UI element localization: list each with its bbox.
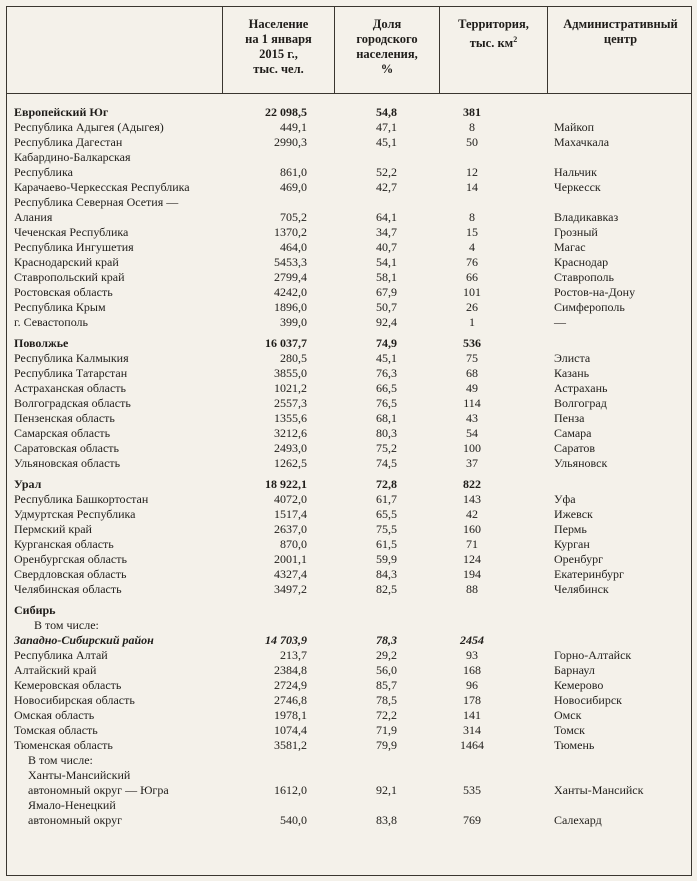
territory-cell: 43 <box>466 411 478 425</box>
territory-cell: 26 <box>466 300 478 314</box>
urban-share-cell: 79,9 <box>376 738 397 752</box>
region-name: Ростовская область <box>14 285 113 299</box>
population-cell: 1517,4 <box>274 507 307 521</box>
urban-share-cell: 56,0 <box>376 663 397 677</box>
table-row <box>7 441 691 456</box>
admin-center-cell: Оренбург <box>554 552 603 566</box>
table-row <box>7 663 691 678</box>
admin-center-cell: Элиста <box>554 351 591 365</box>
population-cell: 1612,0 <box>274 783 307 797</box>
table-row <box>7 285 691 300</box>
admin-center-cell: Грозный <box>554 225 598 239</box>
header-divider <box>7 93 691 94</box>
territory-cell: 8 <box>469 210 475 224</box>
table-row <box>7 618 691 633</box>
admin-center-cell: Уфа <box>554 492 576 506</box>
region-name: Омская область <box>14 708 95 722</box>
territory-cell: 2454 <box>460 633 484 647</box>
population-cell: 2724,9 <box>274 678 307 692</box>
territory-cell: 49 <box>466 381 478 395</box>
admin-center-cell: Ижевск <box>554 507 593 521</box>
population-cell: 2001,1 <box>274 552 307 566</box>
population-cell: 2384,8 <box>274 663 307 677</box>
urban-share-cell: 67,9 <box>376 285 397 299</box>
table-row <box>7 738 691 753</box>
urban-share-cell: 54,8 <box>376 105 397 119</box>
territory-cell: 535 <box>463 783 481 797</box>
population-cell: 4072,0 <box>274 492 307 506</box>
admin-center-cell: Казань <box>554 366 590 380</box>
urban-share-cell: 74,9 <box>376 336 397 350</box>
table-row <box>7 456 691 471</box>
territory-cell: 194 <box>463 567 481 581</box>
admin-center-cell: Симферополь <box>554 300 625 314</box>
urban-share-cell: 74,5 <box>376 456 397 470</box>
population-cell: 22 098,5 <box>265 105 307 119</box>
territory-cell: 143 <box>463 492 481 506</box>
admin-center-cell: Майкоп <box>554 120 595 134</box>
territory-cell: 37 <box>466 456 478 470</box>
admin-center-cell: Пермь <box>554 522 587 536</box>
region-name: Кемеровская область <box>14 678 122 692</box>
region-name: Ямало-Ненецкий автономный округ <box>28 798 123 827</box>
urban-share-cell: 85,7 <box>376 678 397 692</box>
region-name: Республика Калмыкия <box>14 351 129 365</box>
region-name: Самарская область <box>14 426 111 440</box>
population-cell: 2746,8 <box>274 693 307 707</box>
population-cell: 870,0 <box>280 537 307 551</box>
admin-center-cell: Волгоград <box>554 396 607 410</box>
table-row <box>7 255 691 270</box>
territory-cell: 1464 <box>460 738 484 752</box>
territory-cell: 1 <box>469 315 475 329</box>
admin-center-cell: Екатеринбург <box>554 567 624 581</box>
urban-share-cell: 52,2 <box>376 165 397 179</box>
population-cell: 2799,4 <box>274 270 307 284</box>
territory-cell: 100 <box>463 441 481 455</box>
urban-share-cell: 68,1 <box>376 411 397 425</box>
region-name: Свердловская область <box>14 567 127 581</box>
table-row <box>7 135 691 150</box>
urban-share-cell: 78,3 <box>376 633 397 647</box>
table-row <box>7 537 691 552</box>
region-name: Западно-Сибирский район <box>14 633 154 647</box>
urban-share-cell: 42,7 <box>376 180 397 194</box>
territory-cell: 141 <box>463 708 481 722</box>
table-row <box>7 381 691 396</box>
table-row <box>7 150 691 180</box>
table-row <box>7 648 691 663</box>
region-name: Томская область <box>14 723 98 737</box>
population-cell: 280,5 <box>280 351 307 365</box>
urban-share-cell: 83,8 <box>376 813 397 827</box>
population-cell: 3581,2 <box>274 738 307 752</box>
region-name: Республика Башкортостан <box>14 492 149 506</box>
table-row <box>7 315 691 330</box>
region-name: Кабардино-Балкарская Республика <box>14 150 131 179</box>
region-name: Пензенская область <box>14 411 115 425</box>
population-cell: 1978,1 <box>274 708 307 722</box>
region-name: Республика Ингушетия <box>14 240 134 254</box>
admin-center-cell: Барнаул <box>554 663 595 677</box>
admin-center-cell: Ульяновск <box>554 456 608 470</box>
urban-share-cell: 92,4 <box>376 315 397 329</box>
population-cell: 16 037,7 <box>265 336 307 350</box>
table-row <box>7 180 691 195</box>
admin-center-cell: Ростов-на-Дону <box>554 285 636 299</box>
admin-center-cell: Горно-Алтайск <box>554 648 632 662</box>
territory-cell: 8 <box>469 120 475 134</box>
population-cell: 1370,2 <box>274 225 307 239</box>
territory-cell: 12 <box>466 165 478 179</box>
statistics-table <box>6 6 692 876</box>
population-cell: 3497,2 <box>274 582 307 596</box>
territory-cell: 124 <box>463 552 481 566</box>
region-name: Европейский Юг <box>14 105 109 119</box>
urban-share-cell: 82,5 <box>376 582 397 596</box>
table-row <box>7 693 691 708</box>
territory-cell: 15 <box>466 225 478 239</box>
admin-center-cell: Владикавказ <box>554 210 619 224</box>
table-group-row <box>7 336 691 351</box>
region-name: Республика Татарстан <box>14 366 128 380</box>
territory-cell: 68 <box>466 366 478 380</box>
region-name: Волгоградская область <box>14 396 131 410</box>
admin-center-cell: Магас <box>554 240 586 254</box>
region-name: г. Севастополь <box>14 315 89 329</box>
population-cell: 4327,4 <box>274 567 307 581</box>
population-cell: 5453,3 <box>274 255 307 269</box>
territory-cell: 4 <box>469 240 475 254</box>
table-row <box>7 507 691 522</box>
admin-center-cell: Нальчик <box>554 165 597 179</box>
territory-cell: 314 <box>463 723 481 737</box>
population-cell: 14 703,9 <box>265 633 307 647</box>
table-row <box>7 270 691 285</box>
admin-center-cell: Тюмень <box>554 738 595 752</box>
table-row <box>7 723 691 738</box>
urban-share-cell: 50,7 <box>376 300 397 314</box>
admin-center-cell: Кемерово <box>554 678 604 692</box>
territory-cell: 96 <box>466 678 478 692</box>
urban-share-cell: 72,2 <box>376 708 397 722</box>
territory-cell: 101 <box>463 285 481 299</box>
urban-share-cell: 72,8 <box>376 477 397 491</box>
population-cell: 18 922,1 <box>265 477 307 491</box>
territory-cell: 769 <box>463 813 481 827</box>
population-cell: 4242,0 <box>274 285 307 299</box>
admin-center-cell: Курган <box>554 537 590 551</box>
header-admin-center: Административный центр <box>563 17 678 46</box>
urban-share-cell: 65,5 <box>376 507 397 521</box>
population-cell: 1262,5 <box>274 456 307 470</box>
population-cell: 2637,0 <box>274 522 307 536</box>
territory-cell: 75 <box>466 351 478 365</box>
table-row <box>7 582 691 597</box>
table-row <box>7 120 691 135</box>
territory-cell: 178 <box>463 693 481 707</box>
territory-cell: 114 <box>463 396 481 410</box>
urban-share-cell: 75,2 <box>376 441 397 455</box>
urban-share-cell: 61,5 <box>376 537 397 551</box>
region-name: Ханты-Мансийский автономный округ — Югра <box>28 768 169 797</box>
admin-center-cell: Салехард <box>554 813 602 827</box>
population-cell: 3212,6 <box>274 426 307 440</box>
territory-cell: 536 <box>463 336 481 350</box>
population-cell: 399,0 <box>280 315 307 329</box>
region-name: Оренбургская область <box>14 552 127 566</box>
urban-share-cell: 59,9 <box>376 552 397 566</box>
population-cell: 2493,0 <box>274 441 307 455</box>
admin-center-cell: Саратов <box>554 441 596 455</box>
table-row <box>7 300 691 315</box>
territory-cell: 66 <box>466 270 478 284</box>
region-name: Краснодарский край <box>14 255 119 269</box>
urban-share-cell: 58,1 <box>376 270 397 284</box>
urban-share-cell: 34,7 <box>376 225 397 239</box>
table-row <box>7 633 691 648</box>
region-name: В том числе: <box>34 618 99 632</box>
region-name: Саратовская область <box>14 441 120 455</box>
admin-center-cell: Томск <box>554 723 585 737</box>
territory-cell: 50 <box>466 135 478 149</box>
region-name: Ставропольский край <box>14 270 125 284</box>
header-territory: Территория, тыс. $км^2$ <box>458 17 529 51</box>
region-name: Республика Адыгея (Адыгея) <box>14 120 164 134</box>
admin-center-cell: Махачкала <box>554 135 610 149</box>
table-row <box>7 768 691 798</box>
region-name: Сибирь <box>14 603 56 617</box>
population-cell: 540,0 <box>280 813 307 827</box>
admin-center-cell: Астрахань <box>554 381 608 395</box>
admin-center-cell: Пенза <box>554 411 585 425</box>
table-row <box>7 195 691 225</box>
admin-center-cell: Краснодар <box>554 255 609 269</box>
urban-share-cell: 78,5 <box>376 693 397 707</box>
table-group-row <box>7 105 691 120</box>
urban-share-cell: 84,3 <box>376 567 397 581</box>
population-cell: 449,1 <box>280 120 307 134</box>
region-name: Алтайский край <box>14 663 97 677</box>
population-cell: 469,0 <box>280 180 307 194</box>
population-cell: 2990,3 <box>274 135 307 149</box>
admin-center-cell: Омск <box>554 708 582 722</box>
urban-share-cell: 75,5 <box>376 522 397 536</box>
urban-share-cell: 47,1 <box>376 120 397 134</box>
header-urban-share: Доля городского населения, % <box>356 17 418 76</box>
table-body <box>7 105 691 828</box>
admin-center-cell: Самара <box>554 426 592 440</box>
urban-share-cell: 64,1 <box>376 210 397 224</box>
table-row <box>7 366 691 381</box>
table-row <box>7 522 691 537</box>
urban-share-cell: 40,7 <box>376 240 397 254</box>
territory-cell: 381 <box>463 105 481 119</box>
region-name: Республика Северная Осетия — Алания <box>14 195 179 224</box>
admin-center-cell: — <box>554 315 566 329</box>
population-cell: 705,2 <box>280 210 307 224</box>
territory-cell: 160 <box>463 522 481 536</box>
admin-center-cell: Челябинск <box>554 582 609 596</box>
territory-cell: 93 <box>466 648 478 662</box>
region-name: Республика Алтай <box>14 648 108 662</box>
table-row <box>7 411 691 426</box>
urban-share-cell: 71,9 <box>376 723 397 737</box>
region-name: Удмуртская Республика <box>14 507 136 521</box>
population-cell: 3855,0 <box>274 366 307 380</box>
table-row <box>7 492 691 507</box>
region-name: В том числе: <box>28 753 93 767</box>
table-row <box>7 753 691 768</box>
territory-cell: 54 <box>466 426 478 440</box>
table-row <box>7 552 691 567</box>
population-cell: 1074,4 <box>274 723 307 737</box>
territory-cell: 14 <box>466 180 478 194</box>
population-cell: 1355,6 <box>274 411 307 425</box>
table-row <box>7 225 691 240</box>
admin-center-cell: Черкесск <box>554 180 601 194</box>
urban-share-cell: 76,5 <box>376 396 397 410</box>
region-name: Поволжье <box>14 336 69 350</box>
table-row <box>7 708 691 723</box>
urban-share-cell: 66,5 <box>376 381 397 395</box>
urban-share-cell: 76,3 <box>376 366 397 380</box>
population-cell: 1021,2 <box>274 381 307 395</box>
table-row <box>7 351 691 366</box>
region-name: Республика Крым <box>14 300 106 314</box>
territory-cell: 71 <box>466 537 478 551</box>
table-group-row <box>7 477 691 492</box>
table-row <box>7 798 691 828</box>
urban-share-cell: 80,3 <box>376 426 397 440</box>
region-name: Тюменская область <box>14 738 113 752</box>
region-name: Республика Дагестан <box>14 135 123 149</box>
table-row <box>7 567 691 582</box>
region-name: Курганская область <box>14 537 114 551</box>
territory-cell: 42 <box>466 507 478 521</box>
table-row <box>7 426 691 441</box>
region-name: Урал <box>14 477 42 491</box>
urban-share-cell: 54,1 <box>376 255 397 269</box>
region-name: Астраханская область <box>14 381 126 395</box>
region-name: Ульяновская область <box>14 456 121 470</box>
urban-share-cell: 61,7 <box>376 492 397 506</box>
table-row <box>7 396 691 411</box>
admin-center-cell: Ханты-Мансийск <box>554 783 644 797</box>
admin-center-cell: Ставрополь <box>554 270 614 284</box>
population-cell: 1896,0 <box>274 300 307 314</box>
urban-share-cell: 45,1 <box>376 351 397 365</box>
region-name: Чеченская Республика <box>14 225 129 239</box>
territory-cell: 168 <box>463 663 481 677</box>
urban-share-cell: 29,2 <box>376 648 397 662</box>
population-cell: 464,0 <box>280 240 307 254</box>
table-row <box>7 678 691 693</box>
territory-cell: 822 <box>463 477 481 491</box>
admin-center-cell: Новосибирск <box>554 693 622 707</box>
population-cell: 2557,3 <box>274 396 307 410</box>
header-population: Население на 1 января 2015 г., тыс. чел. <box>245 17 312 76</box>
population-cell: 861,0 <box>280 165 307 179</box>
region-name: Карачаево-Черкесская Республика <box>14 180 190 194</box>
region-name: Пермский край <box>14 522 92 536</box>
table-group-row <box>7 603 691 618</box>
population-cell: 213,7 <box>280 648 307 662</box>
urban-share-cell: 92,1 <box>376 783 397 797</box>
urban-share-cell: 45,1 <box>376 135 397 149</box>
territory-cell: 76 <box>466 255 478 269</box>
table-row <box>7 240 691 255</box>
territory-cell: 88 <box>466 582 478 596</box>
region-name: Новосибирская область <box>14 693 135 707</box>
region-name: Челябинская область <box>14 582 122 596</box>
